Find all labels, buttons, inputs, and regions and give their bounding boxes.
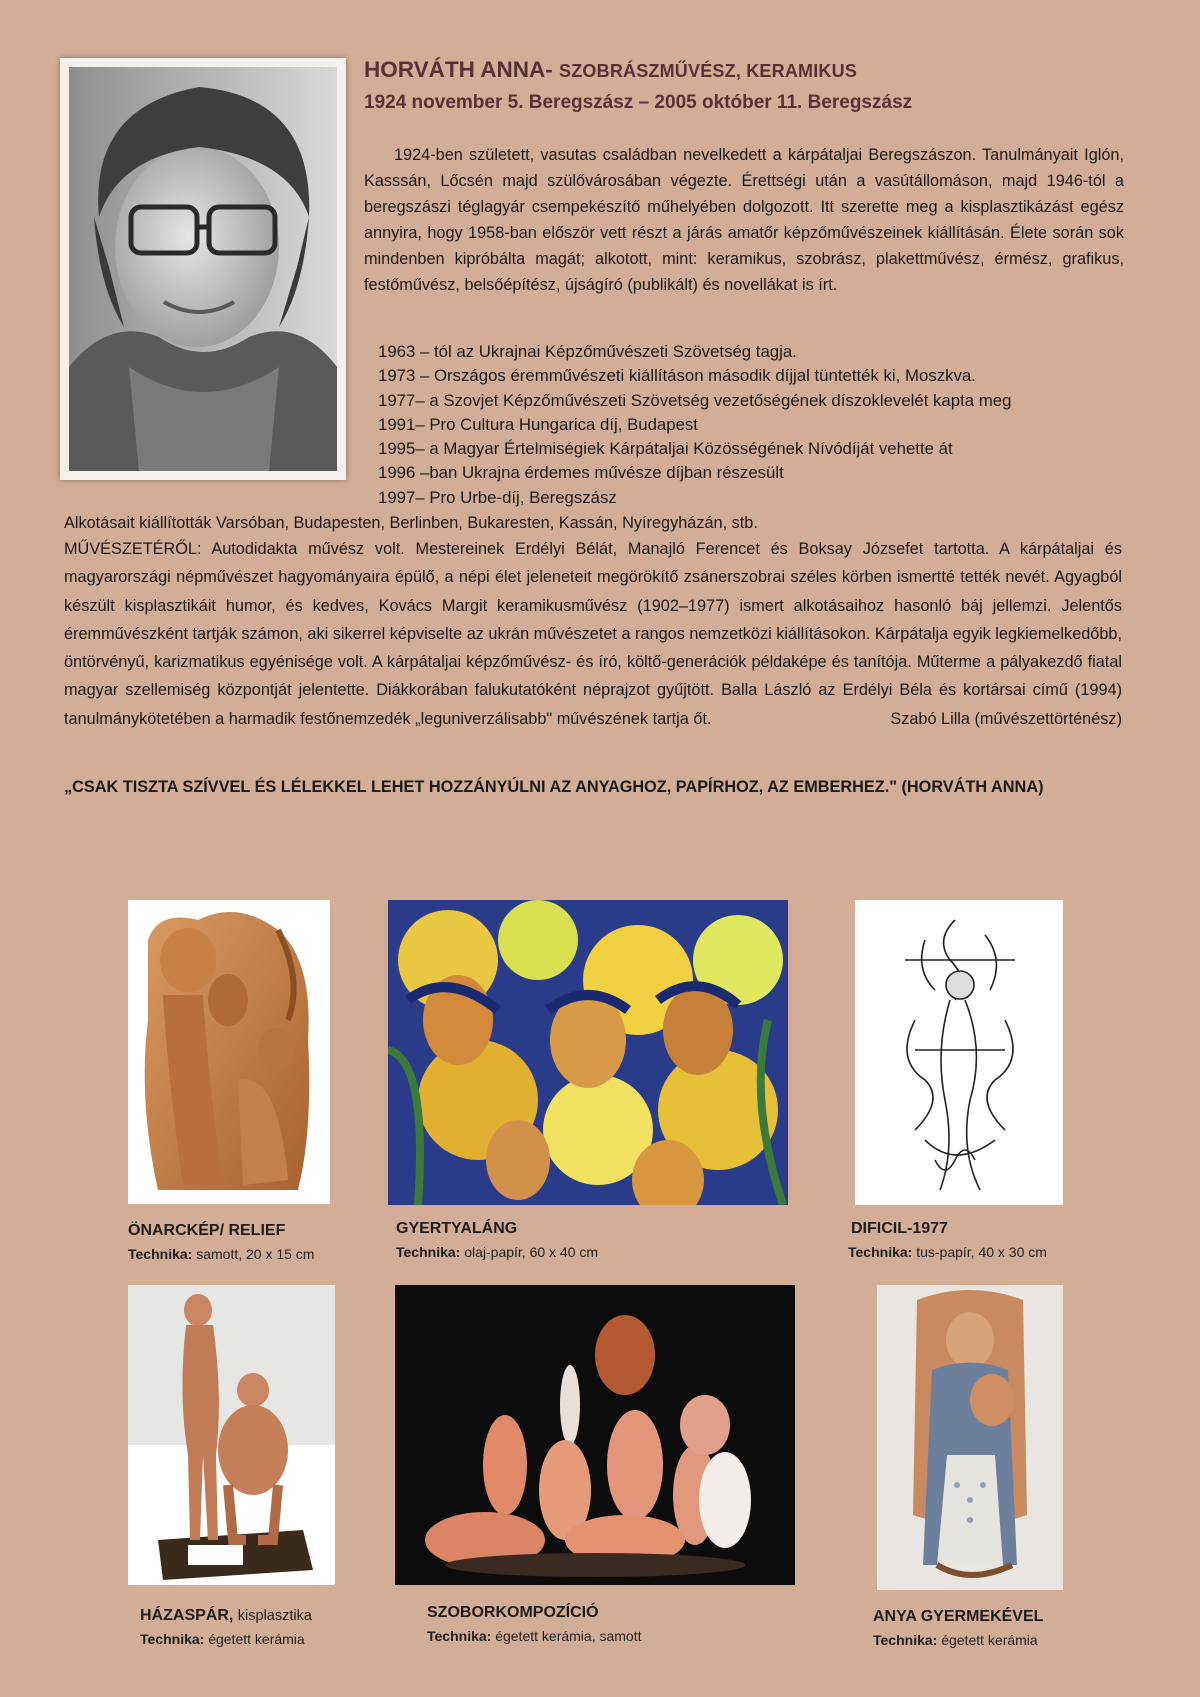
artwork-title <box>140 1607 312 1625</box>
technique-label: Technika: <box>128 1246 193 1262</box>
artwork-title: SZOBORKOMPOZÍCIÓ <box>427 1604 599 1621</box>
artwork-image-szoborkompozicio <box>395 1285 795 1585</box>
artwork-technique <box>427 1628 642 1644</box>
artwork-title: ANYA GYERMEKÉVEL <box>873 1608 1044 1625</box>
artwork-image-dificil <box>855 900 1063 1205</box>
artwork-technique <box>140 1631 305 1647</box>
award-item: 1997– Pro Urbe-díj, Beregszász <box>378 487 617 507</box>
technique-value: samott, 20 x 15 cm <box>196 1246 315 1262</box>
artwork-technique <box>128 1246 314 1262</box>
technique-label: Technika: <box>427 1628 492 1644</box>
award-item: 1973 – Országos éremművészeti kiállításon második díjjal tüntették ki, Moszkva. <box>378 366 976 386</box>
artwork-technique <box>848 1244 1047 1260</box>
artwork-technique <box>396 1244 598 1260</box>
artwork-title: GYERTYALÁNG <box>396 1220 518 1237</box>
artwork-title: ÖNARCKÉP/ RELIEF <box>128 1222 286 1239</box>
technique-value: olaj-papír, 60 x 40 cm <box>464 1244 599 1260</box>
award-item: 1991– Pro Cultura Hungarica díj, Budapest <box>378 414 698 434</box>
exhibitions-line: Alkotásait kiállították Varsóban, Budapesten, Berlinben, Bukaresten, Kassán, Nyíregyházán, stb. <box>64 514 758 532</box>
award-item: 1963 – tól az Ukrajnai Képzőművészeti Szövetség tagja. <box>378 342 797 361</box>
artist-name: HORVÁTH ANNA- <box>364 57 553 82</box>
about-art-author: Szabó Lilla (művészettörténész) <box>890 709 1122 728</box>
artist-quote: „CSAK TISZTA SZÍVVEL ÉS LÉLEKKEL LEHET HOZZÁNYÚLNI AZ ANYAGHOZ, PAPÍRHOZ, AZ EMBERHEZ." (HORVÁTH ANNA) <box>64 778 1044 796</box>
artist-portrait-photo <box>69 67 337 471</box>
artwork-title-text: HÁZASPÁR, <box>140 1607 234 1624</box>
artwork-subtitle: kisplasztika <box>237 1608 312 1624</box>
technique-label: Technika: <box>396 1244 461 1260</box>
artist-profession: SZOBRÁSZMŰVÉSZ, KERAMIKUS <box>559 61 858 81</box>
award-item: 1995– a Magyar Értelmiségiek Kárpátaljai Közösségének Nívódíját vehette át <box>378 439 953 459</box>
artwork-image-gyertyalang <box>388 900 788 1205</box>
award-item: 1977– a Szovjet Képzőművészeti Szövetség vezetőségének díszoklevelét kapta meg <box>378 390 1012 410</box>
artist-name-heading <box>364 56 1164 85</box>
artwork-image-hazaspar <box>128 1285 335 1585</box>
artwork-image-anya-gyermekevel <box>877 1285 1063 1590</box>
artwork-image-onarckep <box>128 900 330 1204</box>
award-item: 1996 –ban Ukrajna érdemes művésze díjban részesült <box>378 463 784 483</box>
artist-portrait-frame <box>60 58 346 480</box>
awards-list <box>378 340 1158 510</box>
biography-paragraph <box>364 142 1124 298</box>
technique-value: égetett kerámia <box>941 1632 1038 1648</box>
technique-value: tus-papír, 40 x 30 cm <box>916 1244 1047 1260</box>
about-art-text: MŰVÉSZETÉRŐL: Autodidakta művész volt. Mestereinek Erdélyi Bélát, Manajló Ferencet és Boksay Józsefet tartotta. A kárpátaljai és magyarországi népművészet hagyományaira épülő, a népi élet jeleneteit megörökítő zsánerszobrai széles körben ismertté tették nevét. Agyagból készült kisplasztikáit humor, és kedves, Kovács Margit keramikusművész (1902–1977) ismert alkotásaihoz hasonló báj jellemzi. Jelentős éremművészként tartják számon, aki sikerrel képviselte az ukrán művészetet a rangos nemzetközi kiállításokon. Kárpátalja egyik legkiemelkedőbb, öntörvényű, karizmatikus egyénisége volt. A kárpátaljai képzőművész- és író, költő-generációk példaképe és tanítója. Műterme a pályakezdő fiatal magyar szellemiség központját jelentette. Diákkorában falukutatóként néprajzot gyűjtött. Balla László az Erdélyi Béla és kortársai című (1994) tanulmánykötetében a harmadik festőnemzedék „leguniverzálisabb" művészének tartja őt. <box>64 540 1122 728</box>
about-art-paragraph <box>64 535 1122 733</box>
artist-life-dates: 1924 november 5. Beregszász – 2005 október 11. Beregszász <box>364 92 913 113</box>
artwork-technique <box>873 1632 1038 1648</box>
technique-value: égetett kerámia, samott <box>495 1628 642 1644</box>
technique-label: Technika: <box>140 1631 205 1647</box>
artwork-title: DIFICIL-1977 <box>851 1220 948 1237</box>
technique-value: égetett kerámia <box>208 1631 305 1647</box>
biography-text: 1924-ben született, vasutas családban nevelkedett a kárpátaljai Beregszászon. Tanulmányait Iglón, Kasssán, Lőcsén majd szülővárosában végezte. Érettségi után a vasútállomáson, majd 1946-tól a beregszászi téglagyár csempekészítő műhelyében dolgozott. Itt szerette meg a kisplasztikázást egész annyira, hogy 1958-ban először vett részt a járás amatőr képzőművészeinek kiállításán. Élete során sok mindenben kipróbálta magát; alkotott, mint: keramikus, szobrász, plakettművész, érmész, grafikus, festőművész, belsőépítész, újságíró (publikált) és novellákat is írt. <box>364 146 1124 294</box>
technique-label: Technika: <box>873 1632 938 1648</box>
technique-label: Technika: <box>848 1244 913 1260</box>
